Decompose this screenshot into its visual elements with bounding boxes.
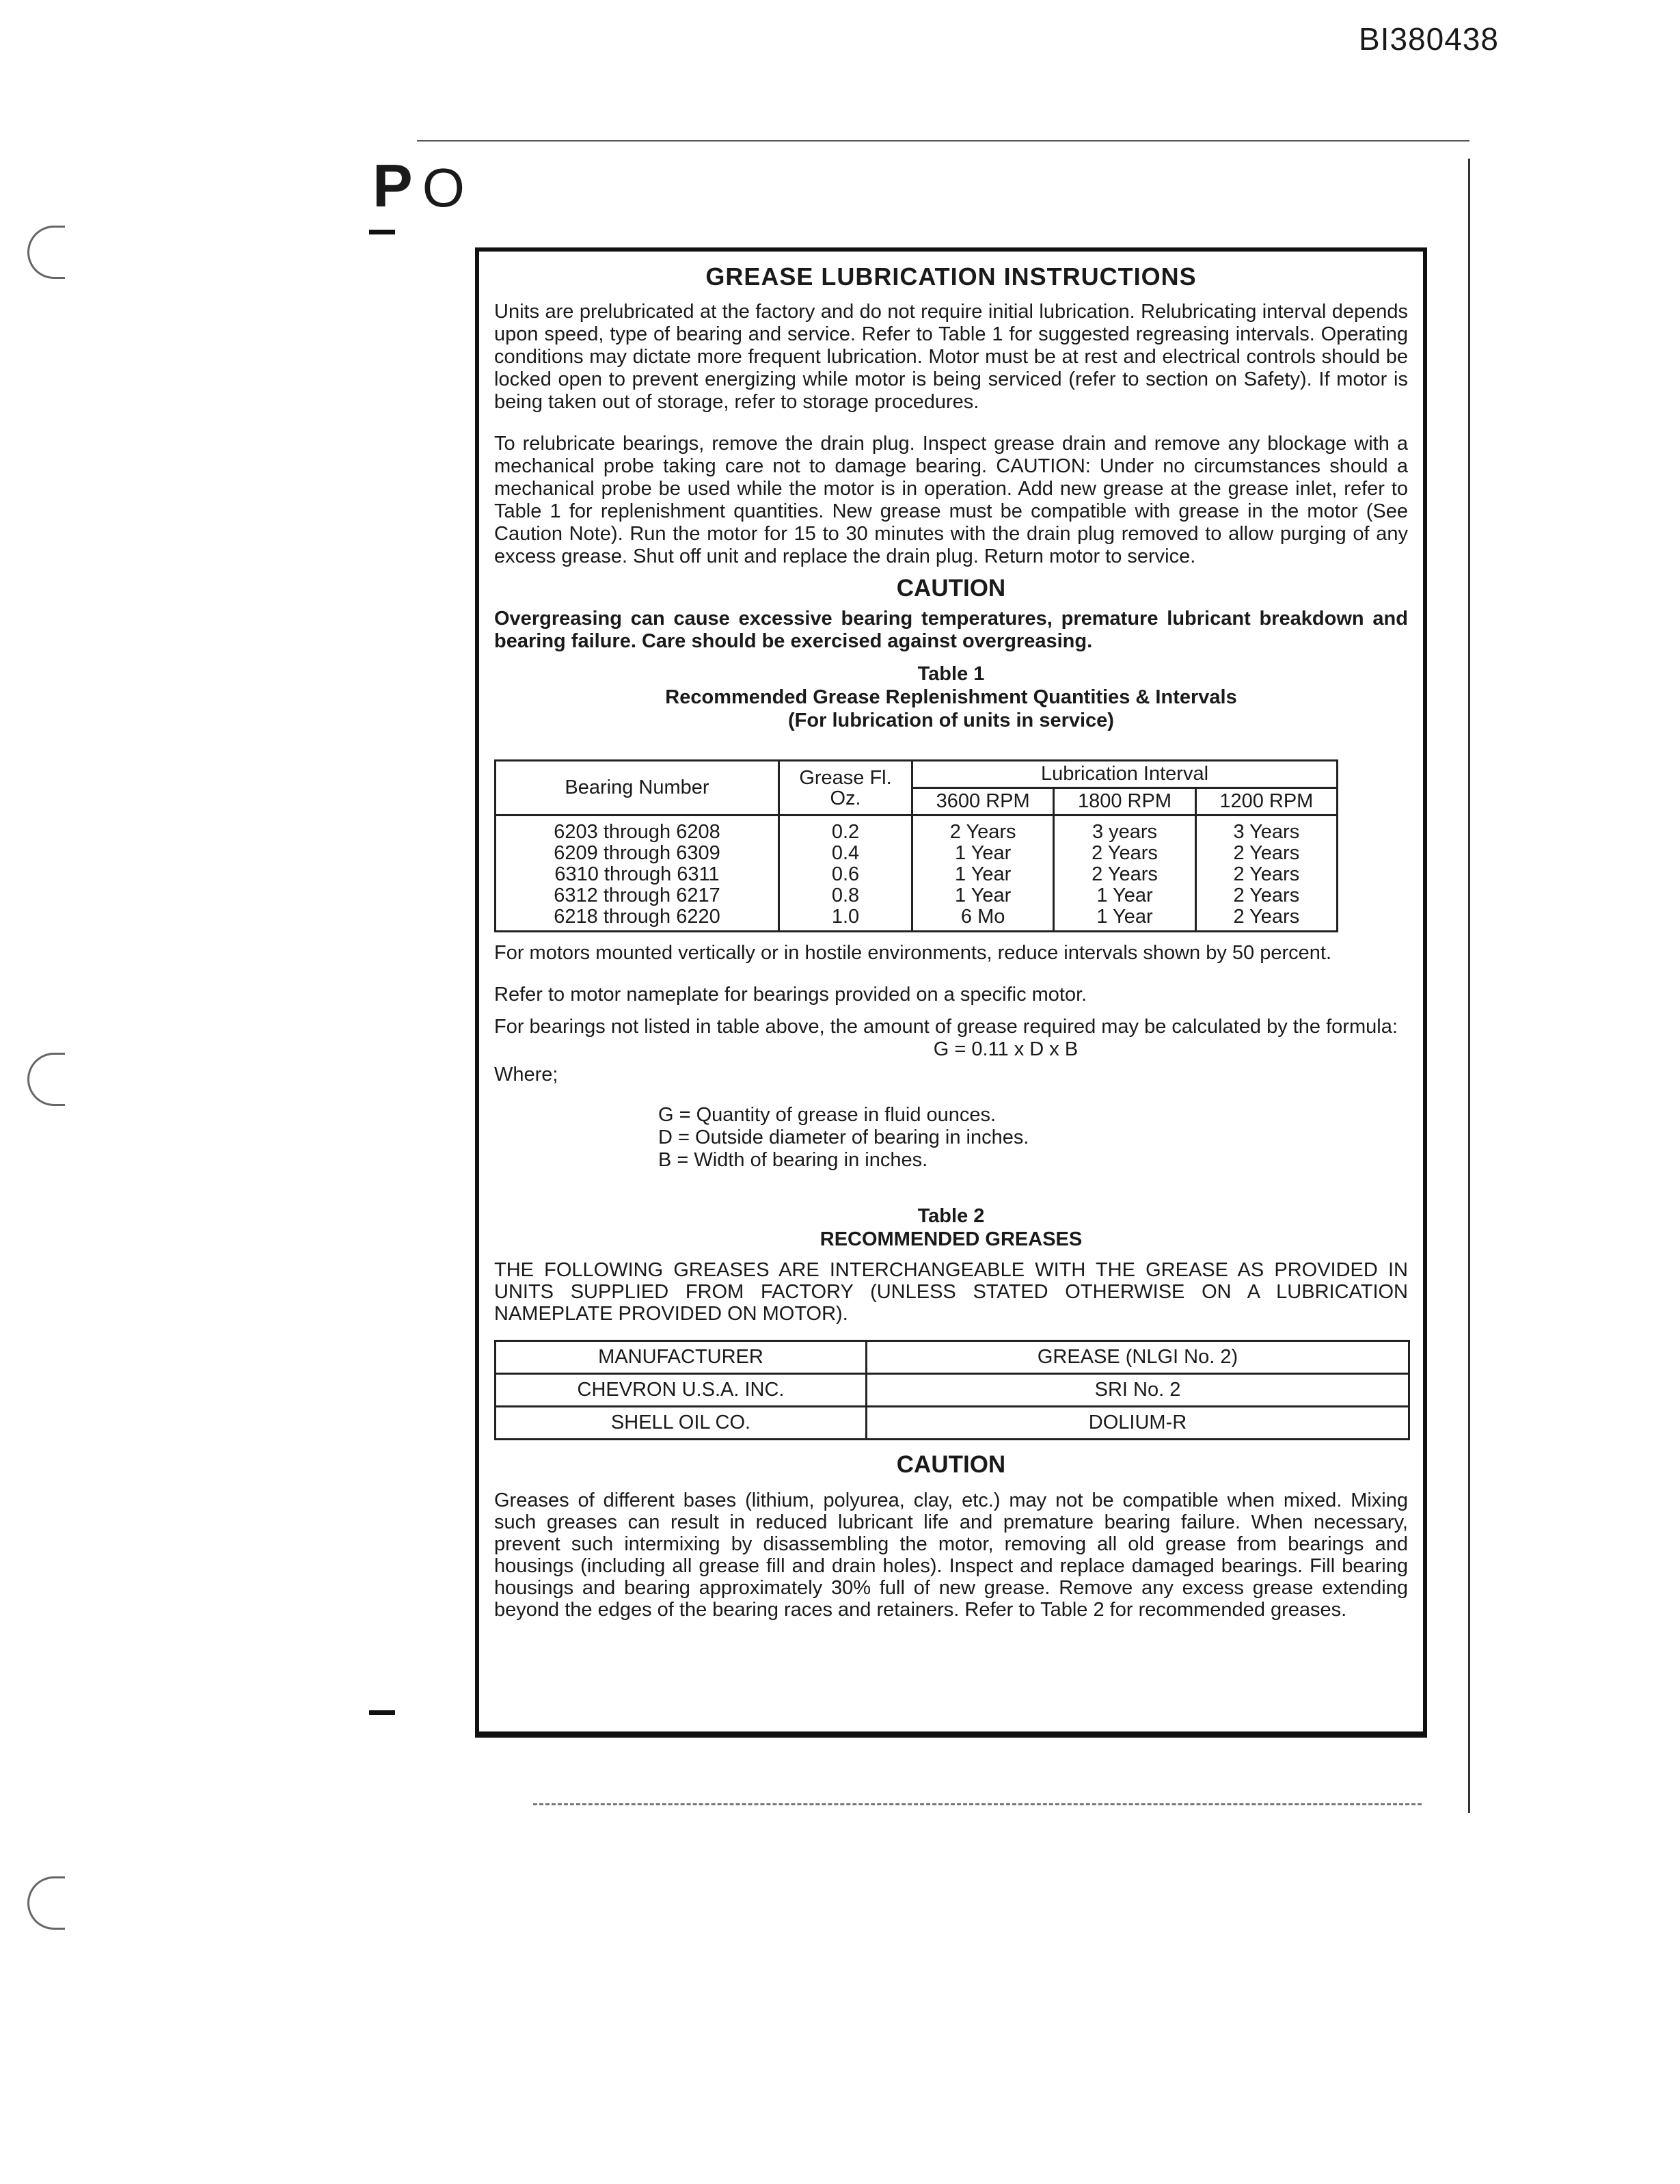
table1-header-3600: 3600 RPM	[912, 788, 1054, 815]
table1-cell: 1 Year	[1096, 885, 1153, 906]
table1-col-grease	[779, 815, 912, 932]
note-nameplate: Refer to motor nameplate for bearings provided on a specific motor.	[494, 984, 1087, 1006]
table1-cell: 2 Years	[1233, 906, 1300, 928]
table1-header-bearing: Bearing Number	[496, 761, 779, 815]
where-label: Where;	[494, 1064, 558, 1086]
table1-cell: 1 Year	[955, 842, 1012, 864]
table1-cell: 2 Years	[1233, 842, 1300, 864]
table1-header-1800: 1800 RPM	[1054, 788, 1195, 815]
table1-wrap	[494, 759, 1408, 932]
punch-hole-top	[27, 226, 65, 279]
table2-intro: THE FOLLOWING GREASES ARE INTERCHANGEABLE WITH THE GREASE AS PROVIDED IN UNITS SUPPLIED FROM FACTORY (UNLESS STATED OTHERWISE ON A LUBRICATION NAMEPLATE PROVIDED ON MOTOR).	[494, 1259, 1408, 1325]
margin-tick-bottom	[369, 1710, 395, 1715]
bottom-dashed-rule	[533, 1803, 1422, 1805]
table1-cell: 0.4	[831, 842, 860, 864]
intro-paragraph: Units are prelubricated at the factory and do not require initial lubrication. Relubricating interval depends upon speed, type of bearing and service. Refer to Table 1 for suggested regreasing intervals. Operating conditions may dictate more frequent lubrication. Motor must be at rest and electrical controls should be locked open to prevent energizing while motor is being serviced (refer to section on Safety). If motor is being taken out of storage, refer to storage procedures.	[494, 301, 1408, 413]
legend-b: B = Width of bearing in inches.	[658, 1149, 928, 1171]
table2-cell-manufacturer: SHELL OIL CO.	[496, 1407, 867, 1440]
corner-mark-right: O	[422, 157, 465, 218]
table2-cell-grease: SRI No. 2	[867, 1374, 1409, 1407]
table2-header-manufacturer: MANUFACTURER	[496, 1341, 867, 1374]
table1-col-3600	[912, 815, 1054, 932]
table1-cell: 1 Year	[955, 863, 1012, 885]
table1-cell: 3 Years	[1233, 821, 1300, 843]
table1-cell: 6310 through 6311	[554, 863, 720, 885]
legend-g: G = Quantity of grease in fluid ounces.	[658, 1104, 997, 1126]
caution-heading-2: CAUTION	[896, 1451, 1006, 1478]
table1-cell: 6218 through 6220	[554, 906, 720, 928]
table1-cell: 6 Mo	[960, 906, 1005, 928]
table1-subtitle: (For lubrication of units in service)	[788, 710, 1114, 731]
table1-cell: 3 years	[1092, 821, 1158, 843]
table1-col-1800	[1054, 815, 1195, 932]
table1-cell: 0.6	[831, 863, 860, 885]
table1-label: Table 1	[917, 663, 985, 685]
table2-cell-grease: DOLIUM-R	[867, 1407, 1409, 1440]
punch-hole-middle	[27, 1053, 65, 1106]
grease-formula: G = 0.11 x D x B	[933, 1038, 1079, 1060]
table1-cell: 6312 through 6217	[554, 885, 720, 906]
caution-text-2: Greases of different bases (lithium, polyurea, clay, etc.) may not be compatible when mixed. Mixing such greases can result in reduced lubricant life and premature bearing failure. When necessary, prevent such intermixing by disassembling the motor, removing all old grease from bearings and housings (including all grease fill and drain holes). Inspect and replace damaged bearings. Fill bearing housings and bearing approximately 30% full of new grease. Remove any excess grease extending beyond the edges of the bearing races and retainers. Refer to Table 2 for recommended greases.	[494, 1489, 1408, 1621]
margin-tick-top	[369, 230, 395, 234]
outer-rule-top	[417, 140, 1469, 141]
table1-header-1200: 1200 RPM	[1195, 788, 1337, 815]
note-formula-intro: For bearings not listed in table above, the amount of grease required may be calculated by the formula:	[494, 1016, 1398, 1038]
table1-cell: 1 Year	[955, 885, 1012, 906]
corner-mark	[372, 152, 465, 219]
table1-cell: 1.0	[831, 906, 860, 928]
instruction-panel	[475, 247, 1427, 1738]
table2-cell-manufacturer: CHEVRON U.S.A. INC.	[496, 1374, 867, 1407]
outer-rule-right	[1468, 159, 1470, 1813]
table1-header-interval: Lubrication Interval	[912, 761, 1338, 788]
table1-cell: 0.2	[831, 821, 860, 843]
table1-cell: 6203 through 6208	[554, 821, 720, 843]
table1-col-bearing	[496, 815, 779, 932]
table-row	[496, 1374, 1409, 1407]
formula-legend	[658, 1104, 1408, 1172]
table1-cell: 2 Years	[1233, 863, 1300, 885]
corner-mark-left: P	[372, 152, 413, 219]
document-id: BI380438	[1359, 21, 1499, 57]
table1	[494, 759, 1338, 932]
table1-cell: 2 Years	[1092, 863, 1158, 885]
punch-hole-bottom	[27, 1876, 65, 1930]
table2-header-grease: GREASE (NLGI No. 2)	[867, 1341, 1409, 1374]
table2-label: Table 2	[917, 1205, 985, 1227]
table1-header-grease: Grease Fl. Oz.	[779, 761, 912, 815]
table1-cell: 2 Years	[1092, 842, 1158, 864]
table1-col-1200	[1195, 815, 1337, 932]
table1-cell: 2 Years	[949, 821, 1016, 843]
table1-cell: 0.8	[831, 885, 860, 906]
table1-cell: 1 Year	[1096, 906, 1153, 928]
table2	[494, 1340, 1410, 1440]
table1-cell: 2 Years	[1233, 885, 1300, 906]
legend-d: D = Outside diameter of bearing in inches.	[658, 1127, 1029, 1148]
page-title: GREASE LUBRICATION INSTRUCTIONS	[705, 262, 1197, 291]
table-row	[496, 1407, 1409, 1440]
table2-title: RECOMMENDED GREASES	[819, 1228, 1083, 1250]
caution-heading-1: CAUTION	[896, 575, 1006, 602]
table1-title: Recommended Grease Replenishment Quantities & Intervals	[665, 686, 1237, 708]
caution-text-1: Overgreasing can cause excessive bearing temperatures, premature lubricant breakdown and bearing failure. Care should be exercised against overgreasing.	[494, 608, 1408, 652]
relube-paragraph: To relubricate bearings, remove the drain plug. Inspect grease drain and remove any blockage with a mechanical probe taking care not to damage bearing. CAUTION: Under no circumstances should a mechanical probe be used while the motor is in operation. Add new grease at the grease inlet, refer to Table 1 for replenishment quantities. New grease must be compatible with grease in the motor (See Caution Note). Run the motor for 15 to 30 minutes with the drain plug removed to allow purging of any excess grease. Shut off unit and replace the drain plug. Return motor to service.	[494, 433, 1408, 567]
note-vertical: For motors mounted vertically or in hostile environments, reduce intervals shown by 50 percent.	[494, 942, 1332, 964]
table1-cell: 6209 through 6309	[554, 842, 720, 864]
